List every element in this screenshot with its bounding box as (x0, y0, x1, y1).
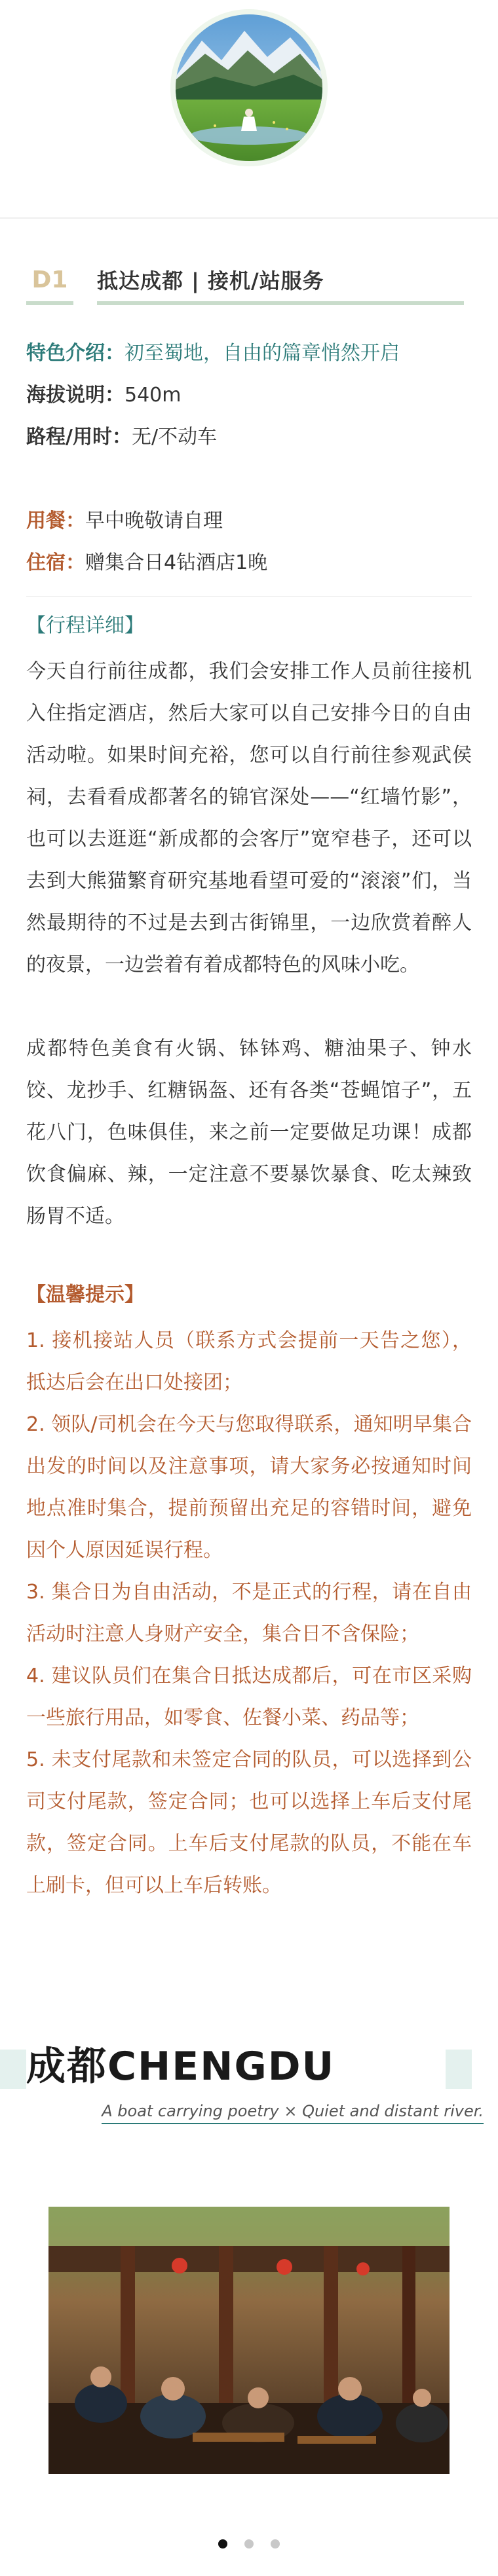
carousel-dot-3[interactable] (271, 2539, 280, 2548)
route-label: 路程/用时： (26, 426, 132, 449)
tip-item: 2. 领队/司机会在今天与您取得联系，通知明早集合出发的时间以及注意事项，请大家务必按通知时间地点准时集合，提前预留出充足的容错时间，避免因个人原因延误行程。 (26, 1413, 472, 1562)
feature-label: 特色介绍： (26, 342, 125, 365)
detail-paragraph-2: 成都特色美食有火锅、钵钵鸡、糖油果子、钟水饺、龙抄手、红糖锅盔、还有各类“苍蝇馆子”，五花八门，色味俱佳，来之前一定要做足功课！成都饮食偏麻、辣，一定注意不要暴饮暴食、吃太辣致肠胃不适。 (26, 1037, 472, 1228)
info-divider (26, 596, 472, 597)
route-value: 无/不动车 (131, 426, 218, 449)
carousel-dot-1[interactable] (218, 2539, 227, 2548)
altitude-value: 540m (125, 384, 182, 407)
tip-item: 4. 建议队员们在集合日抵达成都后，可在市区采购一些旅行用品，如零食、佐餐小菜、药品等； (26, 1665, 472, 1729)
tips-list (26, 1320, 472, 1907)
meal-label: 用餐： (26, 509, 85, 532)
day-badge-underline (26, 301, 73, 305)
top-divider (0, 217, 498, 219)
teahouse-photo[interactable] (48, 2207, 450, 2474)
tip-item: 5. 未支付尾款和未签定合同的队员，可以选择到公司支付尾款，签定合同；也可以选择上车后支付尾款，签定合同。上车后支付尾款的队员，不能在车上刷卡，但可以上车后转账。 (26, 1748, 472, 1897)
stay-row (26, 549, 267, 578)
mountain-meadow-icon (176, 14, 322, 161)
day-title: 抵达成都 | 接机/站服务 (97, 268, 324, 293)
carousel-dot-2[interactable] (244, 2539, 254, 2548)
feature-row (26, 339, 400, 368)
city-subtitle: A boat carrying poetry × Quiet and distant river. (102, 2101, 484, 2124)
tips-title: 【温馨提示】 (26, 1283, 144, 1306)
day-badge: D1 (31, 267, 68, 293)
feature-value: 初至蜀地，自由的篇章悄然开启 (125, 342, 400, 365)
hero-image (176, 14, 322, 161)
tip-item: 1. 接机接站人员（联系方式会提前一天告之您），抵达后会在出口处接团； (26, 1329, 472, 1394)
stay-value: 赠集合日4钻酒店1晚 (85, 551, 268, 574)
detail-title: 【行程详细】 (26, 614, 144, 637)
meal-value: 早中晚敬请自理 (85, 509, 223, 532)
hero-avatar (176, 14, 322, 161)
detail-paragraph-1: 今天自行前往成都，我们会安排工作人员前往接机入住指定酒店，然后大家可以自己安排今日的自由活动啦。如果时间充裕，您可以自行前往参观武侯祠，去看看成都著名的锦官深处——“红墙竹影”，也可以去逛逛“新成都的会客厅”宽窄巷子，还可以去到大熊猫繁育研究基地看望可爱的“滚滚”们，当然最期待的不过是去到古街锦里，一边欣赏着醉人的夜景，一边尝着有着成都特色的风味小吃。 (26, 660, 472, 976)
teahouse-image-icon (48, 2207, 450, 2474)
carousel-dots (0, 2539, 498, 2552)
stay-label: 住宿： (26, 551, 85, 574)
meal-row (26, 507, 223, 536)
altitude-row (26, 381, 181, 410)
city-title: 成都CHENGDU (26, 2044, 335, 2089)
route-row (26, 423, 217, 452)
day-title-underline (97, 301, 464, 305)
tip-item: 3. 集合日为自由活动，不是正式的行程，请在自由活动时注意人身财产安全，集合日不含保险； (26, 1581, 472, 1646)
city-band-mask (472, 2050, 498, 2089)
altitude-label: 海拔说明： (26, 384, 125, 407)
